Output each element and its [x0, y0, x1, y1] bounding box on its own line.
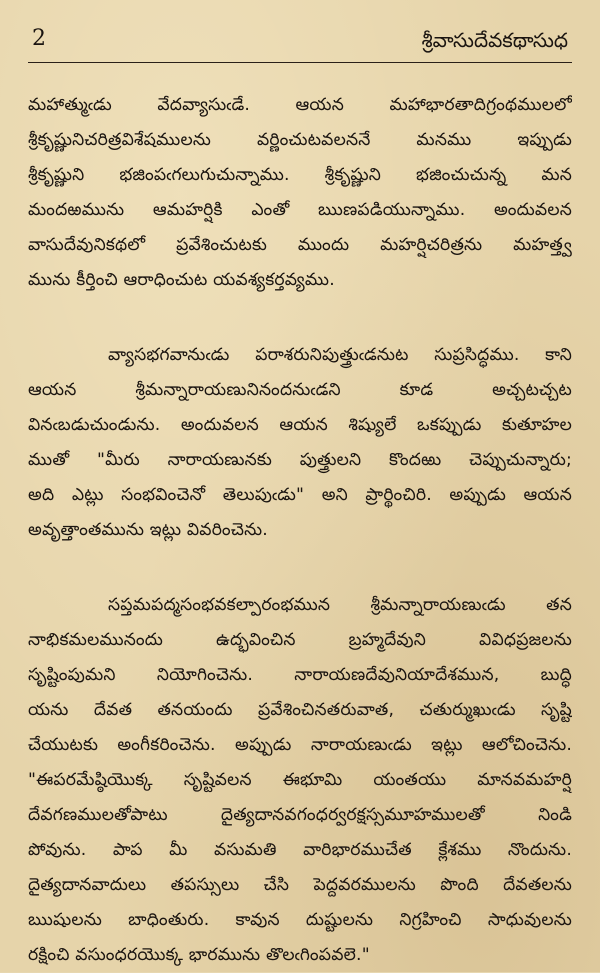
running-title: శ్రీవాసుదేవకథాసుధ — [421, 28, 568, 52]
page-header — [28, 22, 572, 60]
header-rule — [28, 62, 572, 63]
paragraph-3 — [28, 588, 572, 973]
text-line: వ్యాసభగవానుఁడు పరాశరునిపుత్త్రుఁడనుట సుప్రసిద్ధము. కాని — [108, 345, 572, 365]
text-line: దేవగణములతోపాటు దైత్యదానవగంధర్వరక్షస్సమూహములతో నిండి — [28, 805, 572, 825]
page-number: 2 — [32, 26, 46, 51]
text-line: మందఱమును ఆమహర్షికి ఎంతో ఋణపడియున్నాము. అందువలన — [28, 200, 572, 220]
paragraph-2 — [28, 338, 572, 548]
text-line: వినఁబడుచుండును. అందువలన ఆయన శిష్యులే ఒకప్పుడు కుతూహల — [28, 415, 572, 435]
text-line: సృష్టింపుమని నియోగించెను. నారాయణదేవునియాదేశమున, బుద్ధి — [28, 665, 572, 685]
text-line: యను దేవత తనయందు ప్రవేశించినతరువాత, చతుర్ముఖుఁడు సృష్టి — [28, 700, 572, 720]
text-line: "ఈపరమేష్ఠియొక్క సృష్టివలన ఈభూమి యంతయు మానవమహర్షి — [28, 770, 572, 790]
paragraph-1 — [28, 88, 572, 298]
text-line: అది ఎట్లు సంభవించెనో తెలుపుఁడు" అని ప్రార్థించిరి. అప్పుడు ఆయన — [28, 485, 572, 505]
text-line: దైత్యదానవాదులు తపస్సులు చేసి పెద్దవరములను పొంది దేవతలను — [28, 875, 572, 895]
text-line: చేయుటకు అంగీకరించెను. అప్పుడు నారాయణుఁడు ఇట్లు ఆలోచించెను. — [28, 735, 572, 755]
text-line: మును కీర్తించి ఆరాధించుట యవశ్యకర్తవ్యము. — [28, 270, 335, 290]
text-line: పోవును. పాప మీ వసుమతి వారిభారముచేత క్లేశము నొందును. — [28, 840, 572, 860]
text-line: ఆయన శ్రీమన్నారాయణునినందనుఁడని కూడ అచ్చటచ్చట — [28, 380, 572, 400]
text-line: శ్రీకృష్ణుని భజింపఁగలుగుచున్నాము. శ్రీకృష్ణుని భజించుచున్న మన — [28, 165, 572, 185]
text-line: వాసుదేవునికథలో ప్రవేశించుటకు ముందు మహర్షిచరిత్రను మహత్త్వ — [28, 235, 572, 255]
text-line: ఋషులను బాధింతురు. కావున దుష్టులను నిగ్రహించి సాధువులను — [28, 910, 572, 930]
page-body — [28, 88, 572, 973]
text-line: శ్రీకృష్ణునిచరిత్రవిశేషములను వర్ణించుటవలననే మనము ఇప్పుడు — [28, 130, 572, 150]
text-line: ముతో "మీరు నారాయణునకు పుత్త్రులని కొందఱు చెప్పుచున్నారు; — [28, 450, 572, 470]
text-line: అవృత్తాంతమును ఇట్లు వివరించెను. — [28, 520, 268, 540]
text-line: సప్తమపద్మసంభవకల్పారంభమున శ్రీమన్నారాయణుఁడు తన — [108, 595, 572, 615]
text-line: రక్షించి వసుంధరయొక్క భారమును తొలఁగింపవలె." — [28, 945, 370, 965]
text-line: మహాత్ముఁడు వేదవ్యాసుఁడే. ఆయన మహాభారతాదిగ్రంథములలో — [28, 95, 572, 115]
text-line: నాభికమలమునందు ఉద్భవించిన బ్రహ్మదేవుని వివిధప్రజలను — [28, 630, 572, 650]
